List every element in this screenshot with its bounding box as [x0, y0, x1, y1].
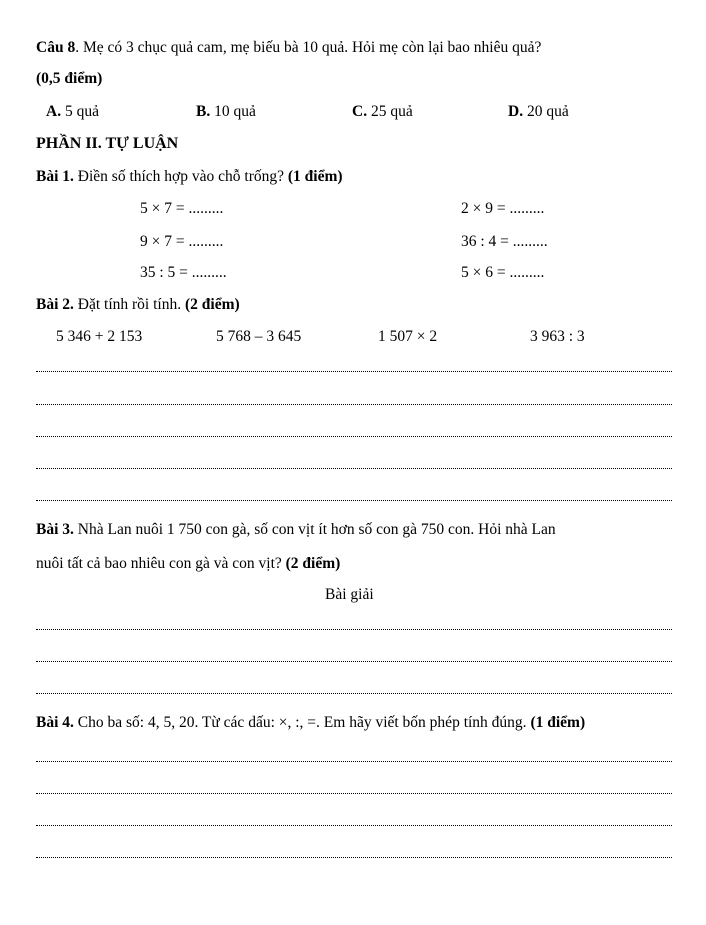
exercise-4-label: Bài 4. — [36, 714, 74, 731]
answer-line[interactable] — [36, 436, 672, 437]
exercise-3-label: Bài 3. — [36, 521, 74, 538]
option-d-letter: D. — [508, 103, 524, 120]
option-a[interactable] — [46, 104, 99, 120]
option-c-text: 25 quả — [367, 103, 413, 120]
answer-line[interactable] — [36, 857, 672, 858]
answer-line[interactable] — [36, 629, 672, 630]
answer-line[interactable] — [36, 468, 672, 469]
exercise-4-text: Cho ba số: 4, 5, 20. Từ các dấu: ×, :, =. Em hãy viết bốn phép tính đúng. — [73, 714, 531, 731]
answer-line[interactable] — [36, 661, 672, 662]
option-a-letter: A. — [46, 103, 62, 120]
exercise-2-points: (2 điểm) — [184, 296, 240, 313]
exercise-1-heading — [36, 169, 343, 185]
option-b-text: 10 quả — [210, 103, 256, 120]
exercise-1-label: Bài 1. — [36, 168, 74, 185]
exercise-4-heading — [36, 715, 585, 731]
exercise-1-item-right-1[interactable]: 2 × 9 = ......... — [461, 200, 545, 217]
exercise-1-item-left-2[interactable]: 9 × 7 = ......... — [140, 233, 224, 250]
answer-line[interactable] — [36, 825, 672, 826]
exercise-3-points: (2 điểm) — [285, 555, 341, 572]
exercise-3-text-1: Nhà Lan nuôi 1 750 con gà, số con vịt ít hơn số con gà 750 con. Hỏi nhà Lan — [73, 521, 556, 538]
option-d-text: 20 quả — [523, 103, 569, 120]
question-8-points-text: (0,5 điểm) — [36, 70, 103, 87]
exercise-3-line-1 — [36, 522, 556, 538]
part-2-title-text: PHẦN II. TỰ LUẬN — [36, 135, 179, 152]
option-a-text: 5 quả — [61, 103, 99, 120]
exercise-1-item-right-3[interactable]: 5 × 6 = ......... — [461, 264, 545, 281]
exercise-2-text: Đặt tính rồi tính. — [73, 296, 185, 313]
exercise-1-item-left-1[interactable]: 5 × 7 = ......... — [140, 200, 224, 217]
answer-line[interactable] — [36, 371, 672, 372]
exercise-1-points: (1 điểm) — [287, 168, 343, 185]
question-8-text: . Mẹ có 3 chục quả cam, mẹ biếu bà 10 quả. Hỏi mẹ còn lại bao nhiêu quả? — [75, 39, 542, 56]
question-8-points — [36, 71, 102, 87]
exercise-2-op-1: 5 346 + 2 153 — [56, 328, 143, 345]
exercise-1-item-right-2[interactable]: 36 : 4 = ......... — [461, 233, 548, 250]
answer-line[interactable] — [36, 500, 672, 501]
exercise-3-text-2: nuôi tất cả bao nhiêu con gà và con vịt? — [36, 555, 286, 572]
solution-heading: Bài giải — [325, 586, 374, 603]
option-c-letter: C. — [352, 103, 368, 120]
option-c[interactable] — [352, 104, 413, 120]
exercise-1-text: Điền số thích hợp vào chỗ trống? — [73, 168, 288, 185]
option-d[interactable] — [508, 104, 569, 120]
answer-line[interactable] — [36, 793, 672, 794]
exercise-2-heading — [36, 297, 240, 313]
exercise-2-label: Bài 2. — [36, 296, 74, 313]
answer-line[interactable] — [36, 404, 672, 405]
question-8-label: Câu 8 — [36, 39, 76, 56]
question-8-line — [36, 40, 541, 56]
answer-line[interactable] — [36, 693, 672, 694]
exercise-2-op-3: 1 507 × 2 — [378, 328, 438, 345]
exercise-2-op-2: 5 768 – 3 645 — [216, 328, 302, 345]
exercise-1-item-left-3[interactable]: 35 : 5 = ......... — [140, 264, 227, 281]
option-b-letter: B. — [196, 103, 211, 120]
exercise-3-line-2 — [36, 556, 340, 572]
option-b[interactable] — [196, 104, 256, 120]
part-2-title — [36, 136, 178, 152]
exercise-4-points: (1 điểm) — [530, 714, 586, 731]
answer-line[interactable] — [36, 761, 672, 762]
exercise-2-op-4: 3 963 : 3 — [530, 328, 585, 345]
